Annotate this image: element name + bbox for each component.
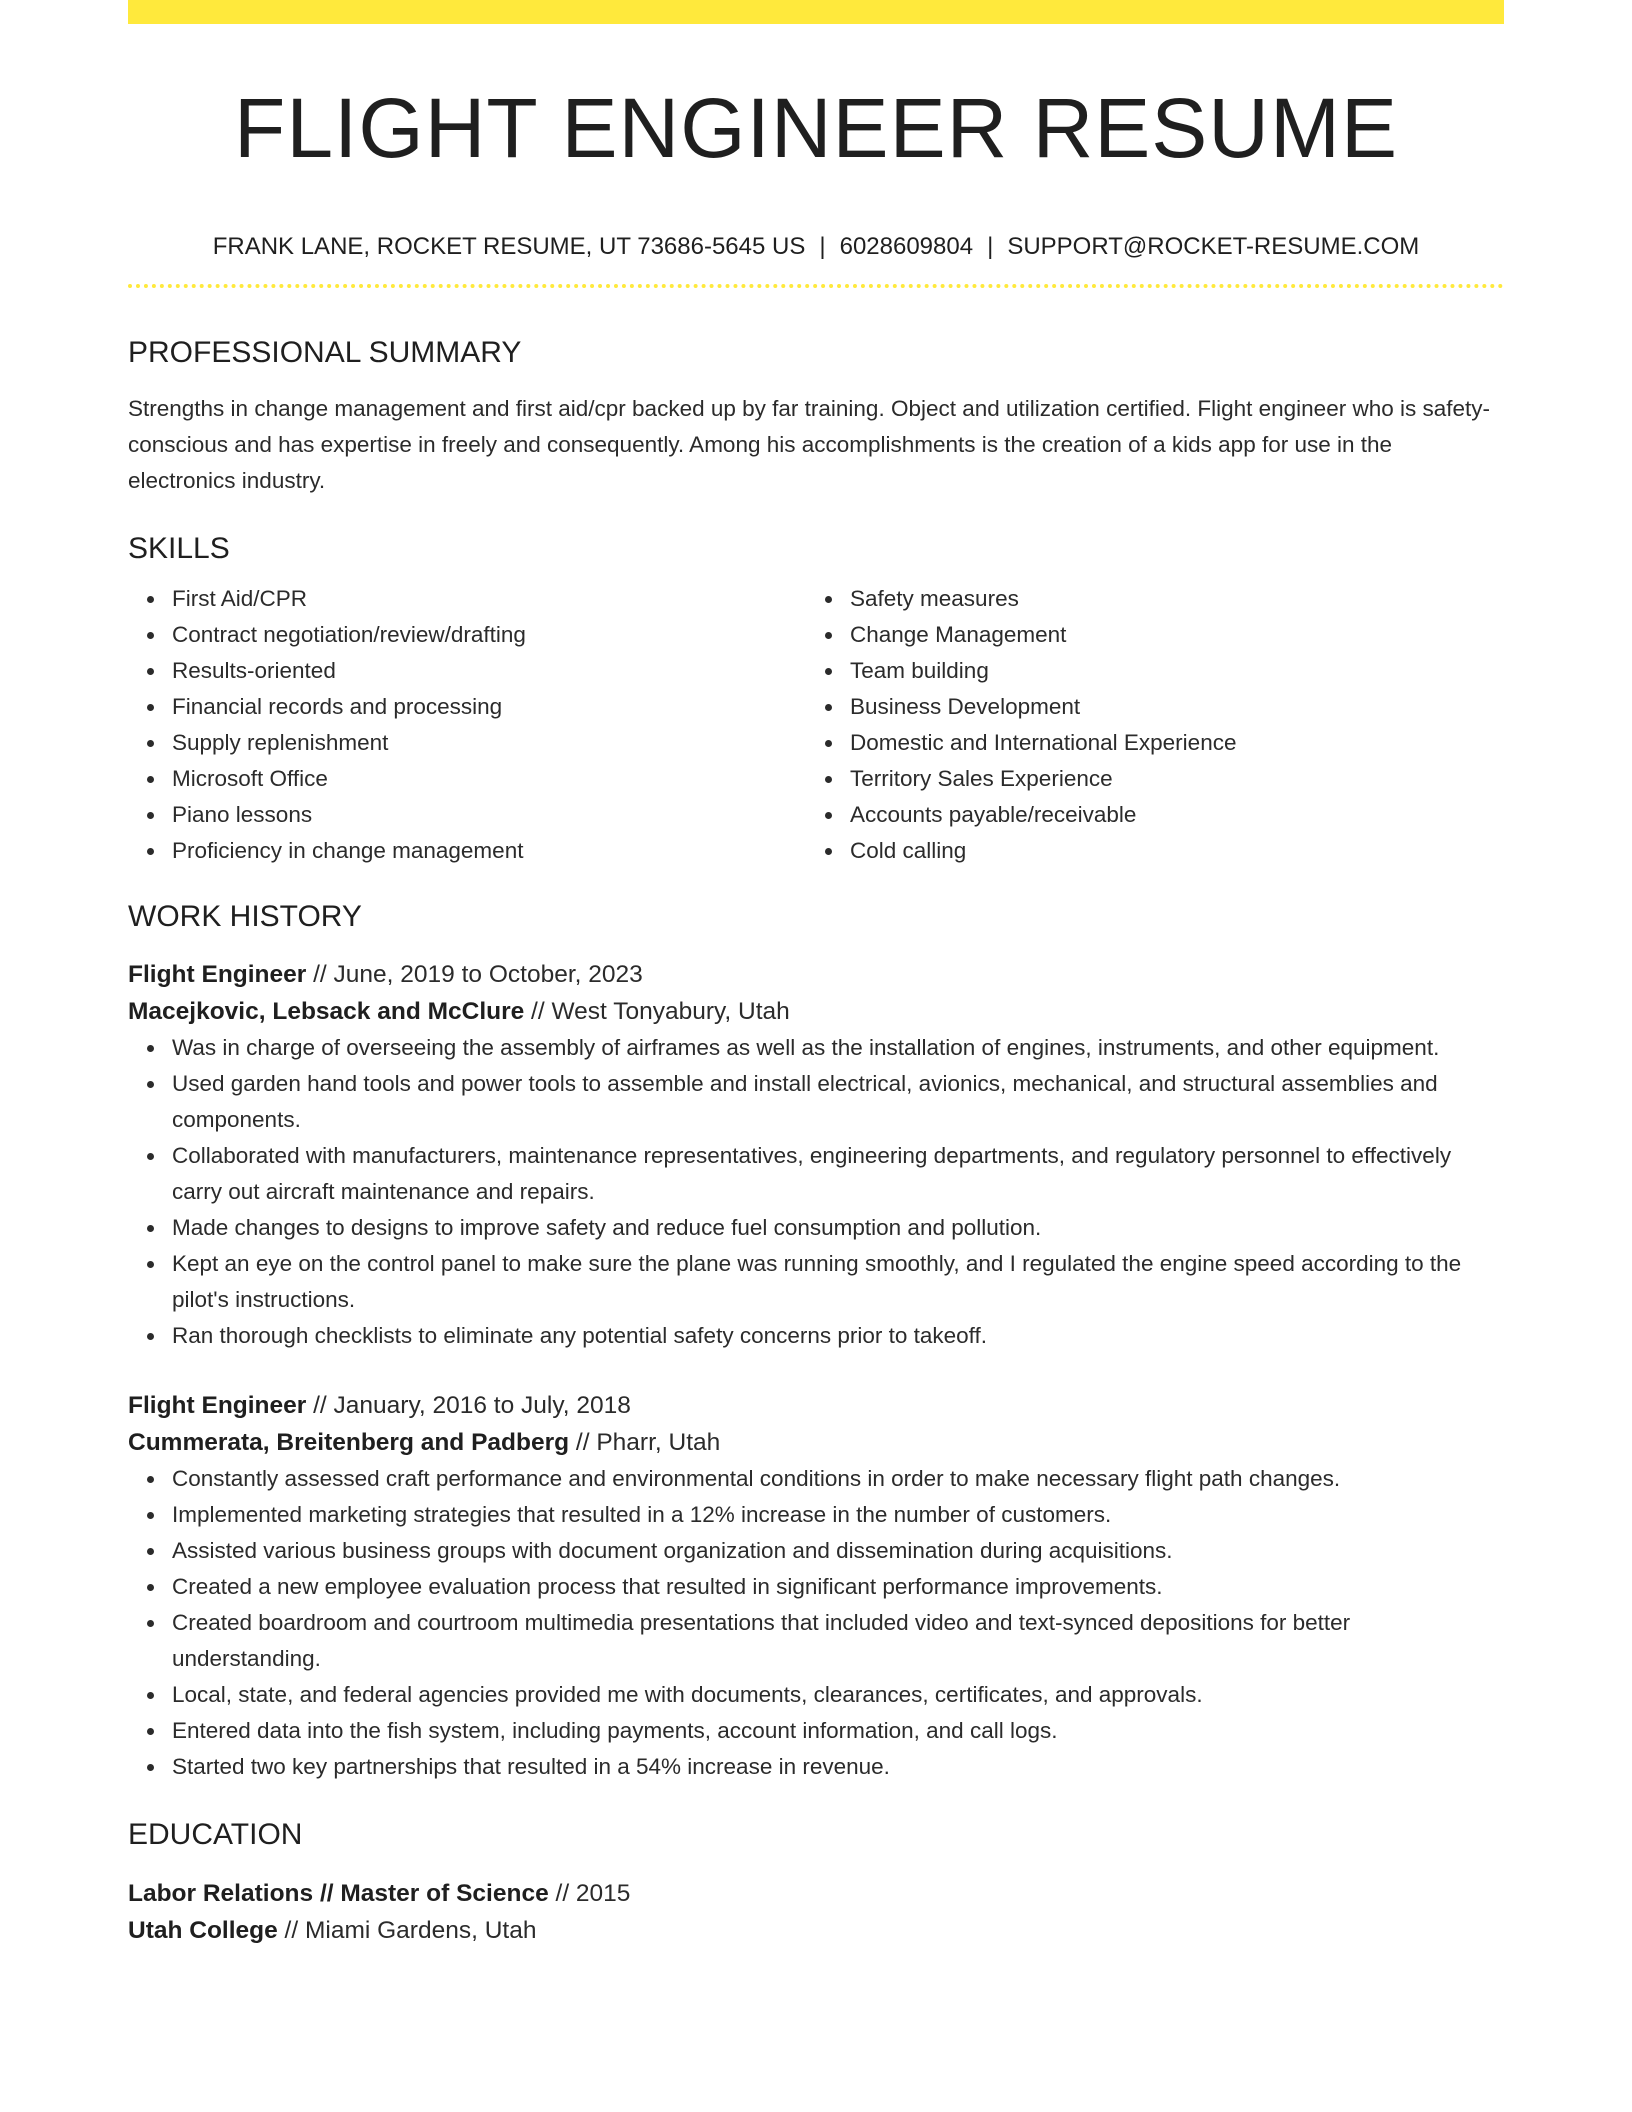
resume-page bbox=[128, 0, 1504, 1949]
job-company-line bbox=[128, 993, 1504, 1030]
work-history-heading: WORK HISTORY bbox=[128, 899, 362, 933]
education-school-line bbox=[128, 1912, 1504, 1949]
contact-phone: 6028609804 bbox=[839, 233, 974, 260]
job-location: // West Tonyabury, Utah bbox=[524, 997, 790, 1025]
job-location: // Pharr, Utah bbox=[569, 1428, 721, 1456]
skill-item: Team building bbox=[850, 653, 1484, 689]
education-school: Utah College bbox=[128, 1916, 278, 1944]
job-bullet: Entered data into the fish system, including payments, account information, and call logs. bbox=[172, 1713, 1504, 1749]
job-bullet: Local, state, and federal agencies provided me with documents, clearances, certificates, and approvals. bbox=[172, 1677, 1504, 1713]
job-title: Flight Engineer bbox=[128, 960, 307, 988]
skill-item: Results-oriented bbox=[172, 653, 806, 689]
job-title: Flight Engineer bbox=[128, 1391, 307, 1419]
job-bullet: Created a new employee evaluation process that resulted in significant performance improvements. bbox=[172, 1569, 1504, 1605]
education-location: // Miami Gardens, Utah bbox=[277, 1916, 537, 1944]
job-title-line bbox=[128, 1387, 1504, 1424]
job-bullet: Collaborated with manufacturers, maintenance representatives, engineering departments, and regulatory personnel to effectively carry out aircraft maintenance and repairs. bbox=[172, 1138, 1504, 1210]
contact-address: FRANK LANE, ROCKET RESUME, UT 73686-5645 US bbox=[212, 233, 806, 260]
job-bullet-list bbox=[128, 1461, 1504, 1785]
job-bullet: Constantly assessed craft performance and environmental conditions in order to make necessary flight path changes. bbox=[172, 1461, 1504, 1497]
skill-item: Microsoft Office bbox=[172, 761, 806, 797]
page-title: FLIGHT ENGINEER RESUME bbox=[234, 81, 1398, 175]
education-degree: Labor Relations // Master of Science bbox=[128, 1879, 549, 1907]
job-dates: // June, 2019 to October, 2023 bbox=[306, 960, 643, 988]
skill-item: Piano lessons bbox=[172, 797, 806, 833]
education-entry bbox=[128, 1875, 1504, 1949]
contact-email: SUPPORT@ROCKET-RESUME.COM bbox=[1007, 233, 1420, 260]
skill-item: Contract negotiation/review/drafting bbox=[172, 617, 806, 653]
job-dates: // January, 2016 to July, 2018 bbox=[306, 1391, 631, 1419]
dotted-divider bbox=[128, 284, 1504, 288]
job-bullet: Used garden hand tools and power tools to assemble and install electrical, avionics, mechanical, and structural assemblies and components. bbox=[172, 1066, 1504, 1138]
summary-heading: PROFESSIONAL SUMMARY bbox=[128, 335, 522, 369]
skill-item: Domestic and International Experience bbox=[850, 725, 1484, 761]
contact-separator: | bbox=[987, 233, 994, 260]
skill-item: Supply replenishment bbox=[172, 725, 806, 761]
education-heading: EDUCATION bbox=[128, 1817, 303, 1851]
skills-columns bbox=[128, 581, 1504, 869]
job-bullet: Started two key partnerships that resulted in a 54% increase in revenue. bbox=[172, 1749, 1504, 1785]
job-bullet: Made changes to designs to improve safety and reduce fuel consumption and pollution. bbox=[172, 1210, 1504, 1246]
skill-item: Financial records and processing bbox=[172, 689, 806, 725]
job-company-line bbox=[128, 1424, 1504, 1461]
job-bullet: Assisted various business groups with document organization and dissemination during acquisitions. bbox=[172, 1533, 1504, 1569]
job-bullet: Kept an eye on the control panel to make sure the plane was running smoothly, and I regulated the engine speed according to the pilot's instructions. bbox=[172, 1246, 1504, 1318]
skills-list-right bbox=[806, 581, 1484, 869]
skill-item: Business Development bbox=[850, 689, 1484, 725]
job-company: Macejkovic, Lebsack and McClure bbox=[128, 997, 525, 1025]
skill-item: Change Management bbox=[850, 617, 1484, 653]
contact-line bbox=[128, 233, 1504, 262]
skill-item: Safety measures bbox=[850, 581, 1484, 617]
skills-heading: SKILLS bbox=[128, 531, 230, 565]
education-degree-line bbox=[128, 1875, 1504, 1912]
job-bullet: Ran thorough checklists to eliminate any potential safety concerns prior to takeoff. bbox=[172, 1318, 1504, 1354]
job-bullet: Created boardroom and courtroom multimedia presentations that included video and text-synced depositions for better understanding. bbox=[172, 1605, 1504, 1677]
job-company: Cummerata, Breitenberg and Padberg bbox=[128, 1428, 570, 1456]
job-entry bbox=[128, 956, 1504, 1354]
job-title-line bbox=[128, 956, 1504, 993]
skill-item: Proficiency in change management bbox=[172, 833, 806, 869]
job-bullet-list bbox=[128, 1030, 1504, 1354]
summary-text: Strengths in change management and first aid/cpr backed up by far training. Object and utilization certified. Flight engineer who is safety-conscious and has expertise in freely and consequently. Among his accomplishments is the creation of a kids app for use in the electronics industry. bbox=[128, 395, 1490, 493]
skill-item: Cold calling bbox=[850, 833, 1484, 869]
skill-item: First Aid/CPR bbox=[172, 581, 806, 617]
education-year: // 2015 bbox=[548, 1879, 631, 1907]
contact-separator: | bbox=[819, 233, 826, 260]
job-bullet: Was in charge of overseeing the assembly of airframes as well as the installation of engines, instruments, and other equipment. bbox=[172, 1030, 1504, 1066]
skills-list-left bbox=[128, 581, 806, 869]
job-entry bbox=[128, 1387, 1504, 1785]
skill-item: Territory Sales Experience bbox=[850, 761, 1484, 797]
skill-item: Accounts payable/receivable bbox=[850, 797, 1484, 833]
job-bullet: Implemented marketing strategies that resulted in a 12% increase in the number of customers. bbox=[172, 1497, 1504, 1533]
top-accent-bar bbox=[128, 0, 1504, 24]
